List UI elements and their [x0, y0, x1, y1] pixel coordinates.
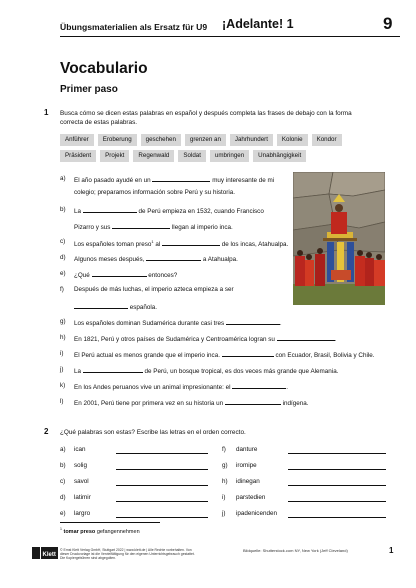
scrambled-word: savol: [74, 478, 89, 485]
word-chip: geschehen: [141, 134, 181, 146]
svg-text:Klett: Klett: [42, 552, 56, 558]
word-chip: Unabhängigkeit: [253, 150, 306, 162]
book-title: ¡Adelante! 1: [222, 17, 294, 31]
sentence-a: El año pasado ayudé en un muy interesante de mi: [74, 177, 275, 184]
item-label: j): [222, 510, 226, 517]
exercise-2-number: 2: [44, 427, 49, 436]
answer-line[interactable]: [288, 453, 386, 454]
sentence-h: En 1821, Perú y otros países de Sudamérica y Centroamérica logran su .: [74, 336, 337, 343]
word-chip: Soldat: [178, 150, 206, 162]
item-label: f): [222, 446, 226, 453]
sentence-f: Después de más luchas, el imperio azteca empieza a ser: [74, 286, 234, 293]
word-chip: Präsident: [60, 150, 96, 162]
blank[interactable]: [112, 222, 170, 229]
scrambled-word: solig: [74, 462, 87, 469]
blank[interactable]: [162, 239, 220, 246]
answer-line[interactable]: [288, 485, 386, 486]
blank[interactable]: [222, 350, 274, 357]
answer-line[interactable]: [116, 469, 208, 470]
item-label: i): [60, 350, 64, 357]
footnote-divider: [60, 522, 160, 523]
item-label: i): [222, 494, 226, 501]
inca-ceremony-photo: [293, 172, 385, 305]
blank[interactable]: [92, 270, 147, 277]
word-chip: Eroberung: [98, 134, 137, 146]
item-label: l): [60, 398, 64, 405]
word-chip: umbringen: [210, 150, 249, 162]
sentence-a-cont: colegio; preparamos información sobre Perú y su historia.: [74, 189, 235, 196]
item-label: a): [60, 175, 66, 182]
answer-line[interactable]: [116, 453, 208, 454]
scrambled-word: ican: [74, 446, 86, 453]
answer-line[interactable]: [116, 517, 208, 518]
scrambled-word: largro: [74, 510, 91, 517]
blank[interactable]: [226, 318, 280, 325]
answer-line[interactable]: [288, 517, 386, 518]
sentence-d: Algunos meses después, a Atahualpa.: [74, 256, 238, 263]
blank[interactable]: [83, 366, 143, 373]
sentence-f-cont: española.: [74, 302, 157, 312]
scrambled-word: latimir: [74, 494, 91, 501]
word-chip: Regenwald: [133, 150, 174, 162]
unit-number: 9: [383, 14, 393, 33]
item-label: h): [60, 334, 66, 341]
sentence-l: En 2001, Perú tiene por primera vez en su historia un indígena.: [74, 400, 309, 407]
blank[interactable]: [152, 175, 210, 182]
word-chip: Kolonie: [277, 134, 308, 146]
photo-illustration: [293, 172, 385, 305]
item-label: g): [60, 318, 66, 325]
item-label: d): [60, 494, 66, 501]
sentence-i: El Perú actual es menos grande que el imperio inca. con Ecuador, Brasil, Bolivia y Chile.: [74, 352, 375, 359]
sentence-e: ¿Qué entonces?: [74, 272, 178, 279]
answer-line[interactable]: [116, 501, 208, 502]
item-label: c): [60, 478, 66, 485]
answer-line[interactable]: [288, 469, 386, 470]
sentence-c: Los españoles toman preso$^1$ al de los incas, Atahualpa.: [74, 239, 289, 249]
answer-line[interactable]: [116, 485, 208, 486]
exercise-2-instruction: ¿Qué palabras son estas? Escribe las letras en el orden correcto.: [60, 429, 246, 436]
blank[interactable]: [74, 302, 128, 309]
word-chip: Projekt: [100, 150, 129, 162]
header-divider: [60, 36, 400, 37]
footnote: $^1$ tomar preso gefangennehmen: [60, 527, 140, 535]
blank[interactable]: [225, 398, 281, 405]
item-label: d): [60, 254, 66, 261]
copyright-notice: © Ernst Klett Verlag GmbH, Stuttgart 2022 | www.klett.de | Alle Rechte vorbehalten. Von dieser Druckvorlage ist die Vervielfältigung für den eigenen Unterrichtsgebrauch gestattet. Die Kopiergebühren sind abgegolten.: [60, 548, 195, 560]
sentence-b-cont: Pizarro y sus llegan al imperio inca.: [74, 224, 233, 231]
page-subtitle: Primer paso: [60, 84, 118, 95]
item-label: k): [60, 382, 66, 389]
sentence-j: La de Perú, un bosque tropical, es dos veces más grande que Alemania.: [74, 368, 339, 375]
blank[interactable]: [277, 334, 335, 341]
item-label: e): [60, 270, 66, 277]
blank[interactable]: [232, 382, 286, 389]
scrambled-word: iromipe: [236, 462, 257, 469]
worksheet-series: Übungsmaterialien als Ersatz für U9: [60, 22, 208, 32]
sentence-k: En los Andes peruanos vive un animal impresionante: el .: [74, 384, 288, 391]
klett-logo: [32, 546, 58, 564]
item-label: c): [60, 238, 66, 245]
blank[interactable]: [146, 254, 201, 261]
exercise-1-number: 1: [44, 108, 49, 117]
page-number: 1: [389, 546, 394, 555]
word-chip: grenzen an: [185, 134, 226, 146]
word-chip: Jahrhundert: [230, 134, 273, 146]
exercise-1-instruction: Busca cómo se dicen estas palabras en español y después completa las frases de debajo con la forma correcta de estas palabras.: [60, 110, 352, 126]
sentence-b: La de Perú empieza en 1532, cuando Francisco: [74, 208, 264, 215]
word-chip: Kondor: [312, 134, 342, 146]
item-label: e): [60, 510, 66, 517]
item-label: j): [60, 366, 64, 373]
blank[interactable]: [83, 206, 137, 213]
scrambled-word: ipadenicenden: [236, 510, 277, 517]
item-label: a): [60, 446, 66, 453]
word-bank: [60, 134, 370, 166]
scrambled-word: parstedien: [236, 494, 266, 501]
page-title: Vocabulario: [60, 60, 148, 77]
item-label: f): [60, 286, 64, 293]
word-chip: Anführer: [60, 134, 94, 146]
photo-credit: Bildquelle: Shutterstock.com NY, New York (Jeff Cleveland): [243, 548, 348, 553]
item-label: h): [222, 478, 228, 485]
item-label: b): [60, 462, 66, 469]
sentence-g: Los españoles dominan Sudamérica durante casi tres .: [74, 320, 282, 327]
item-label: b): [60, 206, 66, 213]
scrambled-word: danture: [236, 446, 258, 453]
scrambled-word: idinegan: [236, 478, 260, 485]
answer-line[interactable]: [288, 501, 386, 502]
item-label: g): [222, 462, 228, 469]
